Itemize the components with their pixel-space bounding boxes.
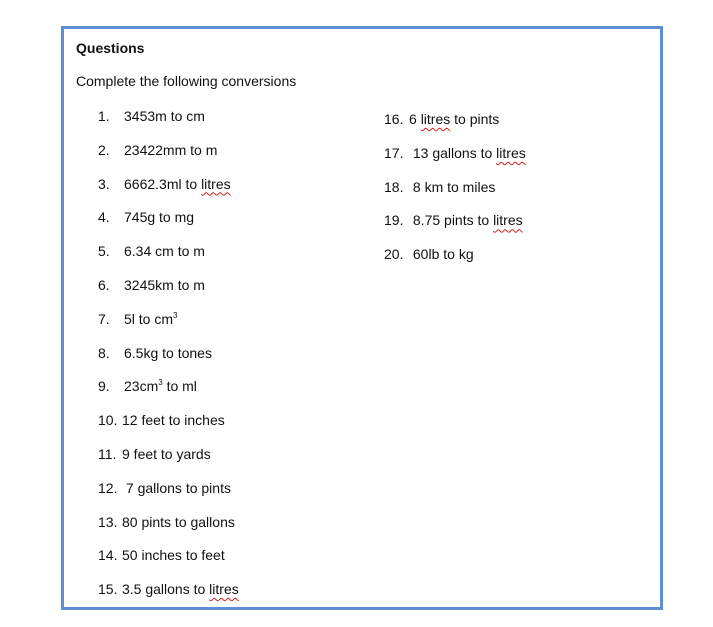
spellcheck-flagged-word: litres [209, 581, 239, 598]
questions-list-right [384, 110, 526, 279]
question-number: 5. [98, 243, 110, 260]
question-text-main: 7 gallons to pints [122, 479, 231, 496]
question-item [98, 175, 239, 209]
question-number: 20. [384, 246, 404, 263]
question-number: 16. [384, 111, 404, 127]
question-item [98, 411, 239, 445]
spellcheck-flagged-word: litres [420, 111, 451, 127]
question-item [98, 276, 239, 310]
question-text [124, 377, 197, 411]
question-number: 12. [98, 479, 118, 496]
question-item [98, 107, 239, 141]
question-text [409, 110, 499, 144]
question-text-main: 6.34 cm to m [124, 243, 205, 260]
question-item [98, 479, 239, 513]
question-item [98, 377, 239, 411]
question-text [409, 245, 474, 279]
question-text-main: 8.75 pints to [409, 212, 494, 229]
question-number: 9. [98, 378, 110, 395]
question-text [409, 144, 526, 178]
question-number: 4. [98, 209, 110, 226]
question-text-main: 8 km to miles [409, 178, 496, 195]
question-item [384, 211, 526, 245]
question-text-main: 12 feet to inches [122, 412, 225, 429]
question-number: 3. [98, 175, 110, 192]
question-text [124, 175, 231, 209]
question-item [98, 141, 239, 175]
question-number: 1. [98, 108, 110, 124]
question-number: 6. [98, 276, 110, 293]
question-text-main: 50 inches to feet [122, 547, 225, 564]
question-item [384, 178, 526, 212]
superscript-exponent: 3 [158, 378, 163, 388]
question-text-tail: to ml [162, 378, 197, 395]
question-text-main: 6.5kg to tones [124, 344, 212, 361]
question-text-main: 5l to cm [124, 310, 174, 327]
question-item [98, 310, 239, 344]
question-text [122, 513, 235, 547]
question-text-main: 3453m to cm [124, 108, 205, 124]
spellcheck-flagged-word: litres [496, 144, 526, 161]
question-text-main: 23cm [124, 378, 159, 395]
question-item [98, 208, 239, 242]
question-number: 7. [98, 310, 110, 327]
question-number: 2. [98, 141, 110, 158]
question-text-main: 3.5 gallons to [122, 581, 210, 598]
question-item [384, 110, 526, 144]
superscript-exponent: 3 [173, 310, 178, 320]
question-text-tail: to pints [450, 111, 500, 127]
question-text-main: 60lb to kg [409, 246, 474, 263]
instructions-text: Complete the following conversions [76, 73, 297, 89]
question-text [122, 580, 239, 614]
question-text [124, 344, 212, 378]
question-number: 11. [98, 445, 117, 462]
question-item [98, 513, 239, 547]
question-text [124, 141, 217, 175]
question-text [409, 211, 523, 245]
question-text [124, 310, 177, 344]
question-number: 10. [98, 412, 118, 429]
question-text-main: 13 gallons to [409, 144, 497, 161]
question-text-main: 80 pints to gallons [122, 513, 235, 530]
question-number: 18. [384, 178, 404, 195]
question-text-main: 3245km to m [124, 276, 205, 293]
question-text-main: 6 [409, 111, 421, 127]
question-text [409, 178, 495, 212]
question-item [98, 580, 239, 614]
spellcheck-flagged-word: litres [201, 175, 231, 192]
question-text [122, 546, 225, 580]
question-number: 15. [98, 581, 118, 598]
spellcheck-flagged-word: litres [493, 212, 523, 229]
question-number: 8. [98, 344, 110, 361]
questions-heading: Questions [76, 40, 145, 56]
questions-list-left [98, 107, 239, 614]
question-item [384, 245, 526, 279]
question-text [122, 411, 225, 445]
question-item [98, 445, 239, 479]
question-text-main: 6662.3ml to [124, 175, 202, 192]
question-text-main: 9 feet to yards [122, 445, 211, 462]
question-item [98, 546, 239, 580]
question-text-main: 745g to mg [124, 209, 195, 226]
question-text-main: 23422mm to m [124, 141, 218, 158]
question-text [122, 479, 231, 513]
question-item [384, 144, 526, 178]
question-number: 17. [384, 144, 404, 161]
question-text [124, 107, 205, 141]
question-text [124, 208, 194, 242]
question-item [98, 344, 239, 378]
question-text [124, 276, 205, 310]
question-text [122, 445, 211, 479]
question-box [61, 26, 663, 610]
question-number: 19. [384, 212, 404, 229]
question-number: 13. [98, 513, 118, 530]
question-item [98, 242, 239, 276]
question-text [124, 242, 205, 276]
question-number: 14. [98, 547, 118, 564]
